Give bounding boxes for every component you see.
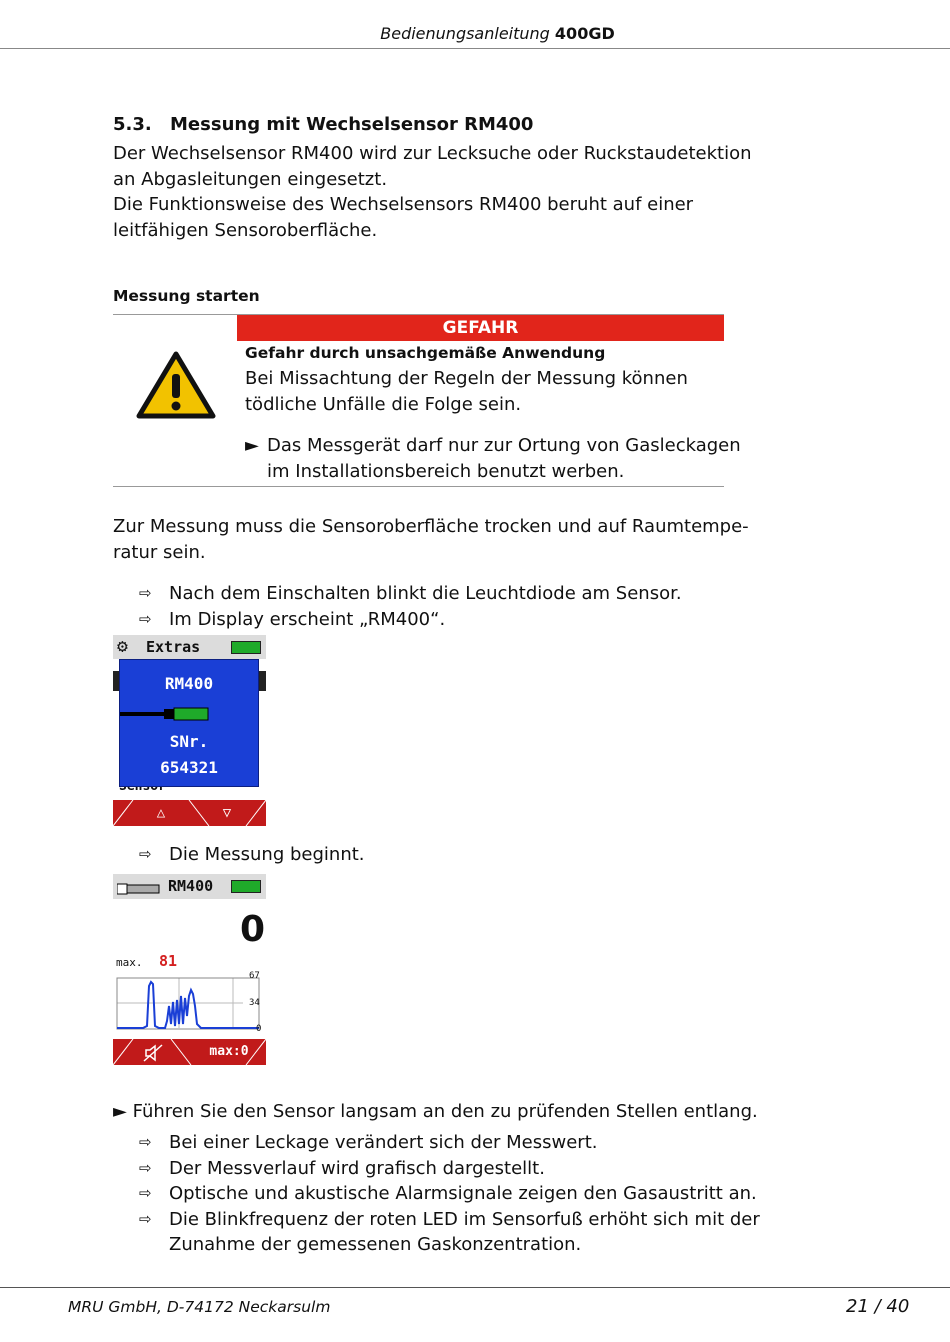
scale-top-label: 67 [249,971,260,981]
section-number: 5.3. [113,114,152,135]
danger-action-line: im Installationsbereich benutzt werben. [267,460,625,482]
gear-icon: ⚙ [117,636,128,657]
mute-speaker-icon[interactable] [139,1039,167,1065]
result-arrow-icon: ⇨ [139,609,152,628]
warning-triangle-icon [136,350,216,424]
battery-icon [231,880,261,893]
trend-graph [113,976,266,1038]
intro-line: leitfähigen Sensoroberfläche. [113,219,378,241]
serial-label: SNr. [169,732,209,751]
device-screen-measurement [113,874,266,1065]
max-value: 81 [159,952,178,970]
battery-icon [231,641,261,654]
screen-title: Extras [146,638,201,656]
danger-action-line: Das Messgerät darf nur zur Ortung von Gasleckagen [267,435,741,456]
danger-bottom-rule [113,486,724,487]
trend-line [117,982,259,1028]
condition-paragraph [113,514,749,565]
list-item: ⇨ Bei einer Leckage verändert sich der Messwert. [113,1130,760,1156]
intro-line: Der Wechselsensor RM400 wird zur Lecksuche oder Ruckstaudetektion [113,143,752,164]
sensor-probe-icon [117,880,161,899]
screen-title: RM400 [168,877,214,895]
scale-bottom-label: 0 [256,1024,262,1034]
danger-label: GEFAHR [237,315,724,341]
popup-title: RM400 [164,674,214,693]
intro-line: Die Funktionsweise des Wechselsensors RM400 beruht auf einer [113,194,694,215]
header-model: 400GD [554,24,615,43]
page-header [0,24,950,43]
list-item: ⇨ Nach dem Einschalten blinkt die Leuchtdiode am Sensor. [113,581,682,607]
footer-rule [0,1287,950,1288]
danger-text-line: Bei Missachtung der Regeln der Messung können [245,368,688,389]
section-title [113,114,533,135]
header-rule [0,48,950,49]
condition-line: ratur sein. [113,541,206,563]
serial-value: 654321 [160,758,218,777]
footer-company: MRU GmbH, D-74172 Neckarsulm [68,1298,331,1316]
subsection-title: Messung starten [113,287,260,305]
measurement-value: 0 [239,909,265,950]
footer-page-number: 21 / 40 [846,1296,910,1317]
header-title-prefix: Bedienungsanleitung [380,24,550,43]
danger-text [245,366,688,417]
danger-heading: Gefahr durch unsachgemäße Anwendung [245,344,606,362]
softkey-bar [113,800,266,826]
result-arrow-icon: ⇨ [139,1158,152,1177]
list-item: ⇨ Im Display erscheint „RM400“. [113,607,682,633]
intro-paragraph [113,141,753,243]
result-arrow-icon: ⇨ [139,1133,152,1151]
scale-mid-label: 34 [249,998,260,1008]
danger-action [245,433,741,484]
result-arrow-icon: ⇨ [139,584,152,602]
list-item: ⇨ Die Blinkfrequenz der roten LED im Sensorfuß erhöht sich mit der Zunahme der gemessenen Gaskonzentration. [139,1208,760,1255]
max-label: max. [116,956,143,969]
device-screen-extras [113,635,266,826]
action-marker: ► [245,435,259,456]
danger-text-line: tödliche Unfälle die Folge sein. [245,393,522,415]
result-arrow-icon: ⇨ [139,845,152,863]
intro-line: an Abgasleitungen eingesetzt. [113,168,388,190]
instruction [113,1099,758,1125]
instruction-marker: ► [113,1101,127,1122]
max-reset-button[interactable]: max:0 [209,1044,249,1059]
result-list-1 [113,581,682,632]
list-item: ⇨ Die Messung beginnt. [113,842,365,868]
result-list-3 [113,1130,760,1258]
sensor-popup [119,659,259,787]
result-list-2 [113,842,365,868]
list-item: ⇨ Der Messverlauf wird grafisch dargestellt. [113,1156,760,1182]
list-item: ⇨ Optische und akustische Alarmsignale zeigen den Gasaustritt an. [113,1181,760,1207]
result-arrow-icon: ⇨ [139,1184,152,1202]
softkey-down-button[interactable]: ▽ [222,805,232,821]
sensor-probe-icon [120,706,220,725]
softkey-up-button[interactable]: △ [156,805,166,821]
softkey-bar [113,1039,266,1065]
instruction-text: Führen Sie den Sensor langsam an den zu prüfenden Stellen entlang. [132,1101,758,1122]
condition-line: Zur Messung muss die Sensoroberfläche trocken und auf Raumtempe- [113,516,749,537]
result-arrow-icon: ⇨ [139,1209,152,1228]
section-title-text: Messung mit Wechselsensor RM400 [170,114,534,135]
